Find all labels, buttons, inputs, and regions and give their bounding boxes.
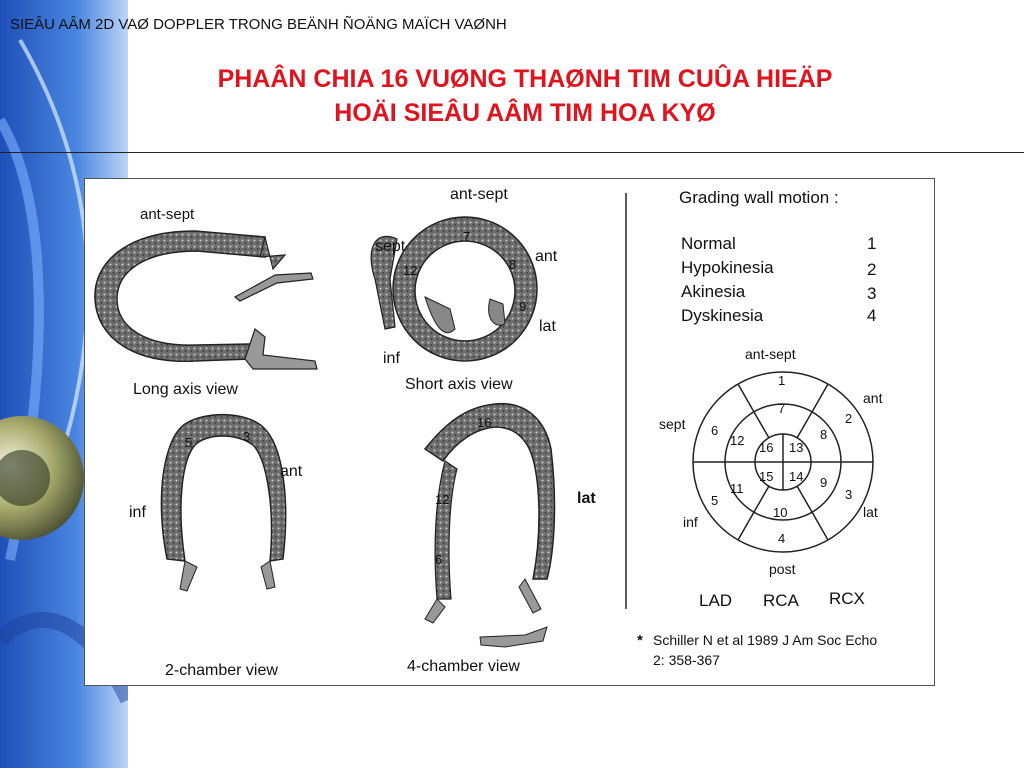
short-axis-seg-8: 8	[509, 257, 517, 272]
two-chamber-seg-3: 3	[243, 429, 251, 444]
bullseye-diagram	[693, 372, 873, 552]
segment-13: 13	[789, 440, 804, 455]
two-chamber-caption: 2-chamber view	[165, 662, 278, 679]
bullseye-divider	[754, 486, 769, 512]
long-axis-aorta	[245, 329, 317, 369]
short-axis-caption: Short axis view	[405, 376, 513, 393]
two-chamber-inf-label: inf	[129, 504, 146, 521]
slide-header: SIEÂU AÂM 2D VAØ DOPPLER TRONG BEÄNH ÑOÄNG MAÏCH VAØNH	[10, 16, 507, 33]
reference-line-1: Schiller N et al 1989 J Am Soc Echo	[653, 632, 878, 648]
grading-akinesia-label: Akinesia	[681, 282, 746, 301]
bullseye-ant-label: ant	[863, 390, 883, 406]
segment-5: 5	[711, 493, 719, 508]
two-chamber-seg-5: 5	[185, 435, 193, 450]
bullseye-divider	[738, 384, 754, 412]
two-chamber-diagram	[129, 415, 303, 679]
segment-6: 6	[711, 423, 719, 438]
segment-4: 4	[778, 531, 786, 546]
four-chamber-valve-right	[519, 579, 541, 613]
four-chamber-valve-left	[425, 599, 445, 623]
four-chamber-caption: 4-chamber view	[407, 658, 520, 675]
four-chamber-lat-label: lat	[577, 490, 596, 507]
bullseye-divider	[812, 384, 828, 412]
reference-line-2: 2: 358-367	[653, 652, 720, 668]
two-chamber-ant-label: ant	[280, 463, 303, 480]
short-axis-seg-9: 9	[519, 299, 527, 314]
short-axis-seg-7: 7	[463, 229, 471, 244]
short-axis-inf-label: inf	[383, 350, 400, 367]
short-axis-ant-sept-label: ant-sept	[450, 186, 508, 203]
four-chamber-seg-6: 6	[435, 552, 443, 567]
figure-canvas	[85, 179, 934, 685]
grading-legend	[679, 188, 876, 325]
bullseye-divider	[738, 512, 754, 540]
header-divider	[0, 152, 1024, 153]
long-axis-ant-sept-label: ant-sept	[140, 206, 195, 223]
two-chamber-valve-left	[180, 561, 197, 591]
short-axis-lat-label: lat	[539, 318, 556, 335]
segment-15: 15	[759, 469, 774, 484]
reference-star: *	[637, 632, 643, 649]
segment-9: 9	[820, 475, 828, 490]
grading-hypokinesia-value: 2	[867, 260, 877, 279]
four-chamber-atrial-flap	[480, 627, 547, 647]
segment-14: 14	[789, 469, 804, 484]
segment-8: 8	[820, 427, 828, 442]
bullseye-divider	[797, 486, 812, 512]
territory-rcx: RCX	[829, 589, 865, 608]
segment-10: 10	[773, 505, 788, 520]
grading-normal-label: Normal	[681, 234, 736, 253]
territory-lad: LAD	[699, 591, 733, 610]
segment-7: 7	[778, 401, 786, 416]
bullseye-ant-sept-label: ant-sept	[745, 346, 796, 362]
bullseye-lat-label: lat	[863, 504, 878, 520]
long-axis-septal-wall	[260, 237, 285, 269]
grading-title: Grading wall motion :	[679, 188, 839, 207]
two-chamber-valve-right	[261, 561, 275, 589]
two-chamber-wall	[161, 415, 285, 561]
segment-3: 3	[845, 487, 853, 502]
segment-12: 12	[730, 433, 745, 448]
four-chamber-diagram	[407, 404, 596, 675]
bullseye-divider	[754, 412, 769, 438]
segment-1: 1	[778, 373, 786, 388]
slide-title	[60, 62, 990, 130]
title-line-1: PHAÂN CHIA 16 VUØNG THAØNH TIM CUÛA HIEÄP	[217, 65, 833, 93]
bullseye-divider	[812, 512, 828, 540]
long-axis-valve	[235, 273, 313, 301]
short-axis-ant-label: ant	[535, 248, 558, 265]
grading-dyskinesia-value: 4	[867, 306, 877, 325]
four-chamber-septum	[435, 461, 457, 599]
bullseye-inf-label: inf	[683, 514, 698, 530]
bullseye-post-label: post	[769, 561, 796, 577]
territory-rca: RCA	[763, 591, 799, 610]
short-axis-cavity	[415, 241, 515, 341]
grading-dyskinesia-label: Dyskinesia	[681, 306, 764, 325]
short-axis-sept-label: sept	[375, 238, 406, 255]
long-axis-caption: Long axis view	[133, 381, 238, 398]
title-line-2: HOÄI SIEÂU AÂM TIM HOA KYØ	[334, 99, 716, 127]
segment-16: 16	[759, 440, 774, 455]
grading-normal-value: 1	[867, 234, 877, 253]
grading-akinesia-value: 3	[867, 284, 877, 303]
echo-segment-figure	[84, 178, 935, 686]
bullseye-sept-label: sept	[659, 416, 686, 432]
segment-2: 2	[845, 411, 853, 426]
short-axis-seg-12: 12	[403, 263, 418, 278]
short-axis-diagram	[371, 186, 558, 393]
segment-11: 11	[730, 481, 744, 496]
long-axis-diagram	[95, 206, 317, 398]
grading-hypokinesia-label: Hypokinesia	[681, 258, 774, 277]
four-chamber-seg-12: 12	[435, 492, 450, 507]
bullseye-divider	[797, 412, 812, 438]
four-chamber-seg-16: 16	[477, 415, 492, 430]
